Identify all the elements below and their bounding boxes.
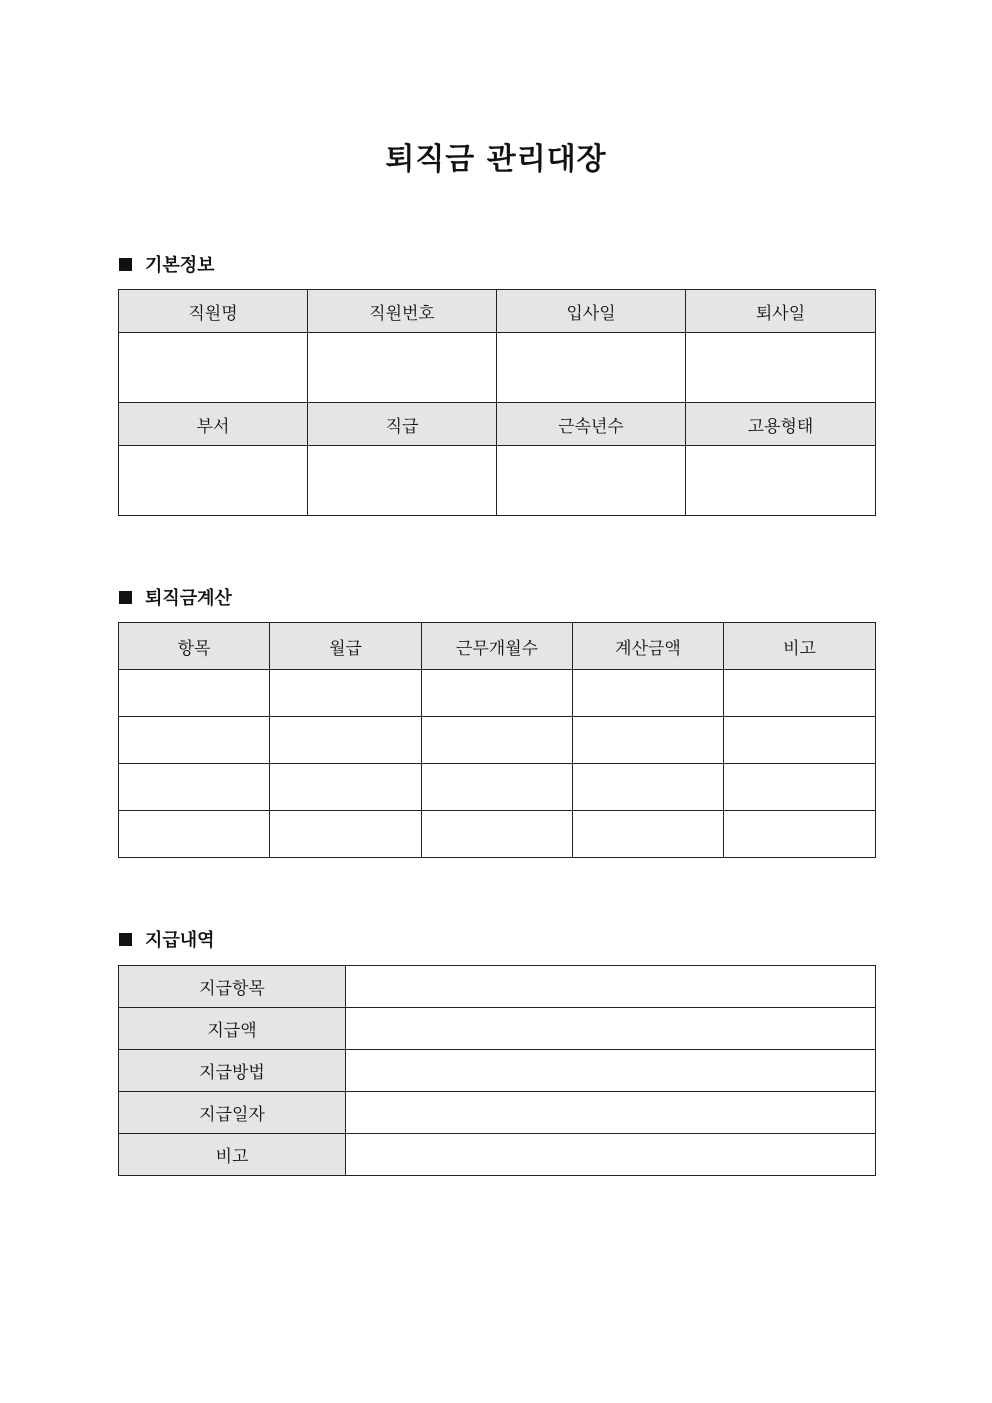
section-title: 기본정보 xyxy=(145,255,215,276)
page-title: 퇴직금 관리대장 xyxy=(385,142,607,177)
monthly-salary-cell[interactable] xyxy=(270,717,422,764)
header-cell-months-worked: 근무개월수 xyxy=(422,623,573,670)
header-cell-employee-name: 직원명 xyxy=(119,290,308,333)
header-cell-item: 항목 xyxy=(119,623,270,670)
monthly-salary-cell[interactable] xyxy=(270,764,422,811)
label-payment-date: 지급일자 xyxy=(119,1092,346,1134)
payment-item-field[interactable] xyxy=(346,966,876,1008)
months-worked-cell[interactable] xyxy=(422,670,573,717)
square-bullet-icon xyxy=(119,933,132,946)
square-bullet-icon xyxy=(119,258,132,271)
remarks-cell[interactable] xyxy=(724,764,876,811)
header-cell-calculated-amount: 계산금액 xyxy=(573,623,724,670)
header-cell-department: 부서 xyxy=(119,403,308,446)
employment-type-field[interactable] xyxy=(686,446,876,516)
table-row xyxy=(119,966,876,1008)
section-heading-payment xyxy=(119,926,215,952)
section-title: 퇴직금계산 xyxy=(145,588,232,609)
square-bullet-icon xyxy=(119,591,132,604)
header-cell-monthly-salary: 월급 xyxy=(270,623,422,670)
employee-number-field[interactable] xyxy=(308,333,497,403)
months-worked-cell[interactable] xyxy=(422,717,573,764)
item-cell[interactable] xyxy=(119,811,270,858)
remarks-cell[interactable] xyxy=(724,717,876,764)
monthly-salary-cell[interactable] xyxy=(270,811,422,858)
label-payment-amount: 지급액 xyxy=(119,1008,346,1050)
header-cell-employment-type: 고용형태 xyxy=(686,403,876,446)
header-cell-employee-number: 직원번호 xyxy=(308,290,497,333)
remarks-field[interactable] xyxy=(346,1134,876,1176)
calculated-amount-cell[interactable] xyxy=(573,717,724,764)
months-worked-cell[interactable] xyxy=(422,764,573,811)
months-worked-cell[interactable] xyxy=(422,811,573,858)
label-remarks: 비고 xyxy=(119,1134,346,1176)
calculated-amount-cell[interactable] xyxy=(573,811,724,858)
header-cell-remarks: 비고 xyxy=(724,623,876,670)
table-row xyxy=(119,1008,876,1050)
department-field[interactable] xyxy=(119,446,308,516)
table-header-row xyxy=(119,403,876,446)
header-cell-hire-date: 입사일 xyxy=(497,290,686,333)
item-cell[interactable] xyxy=(119,717,270,764)
calculated-amount-cell[interactable] xyxy=(573,670,724,717)
basic-info-table xyxy=(118,289,876,516)
calculated-amount-cell[interactable] xyxy=(573,764,724,811)
table-row xyxy=(119,670,876,717)
remarks-cell[interactable] xyxy=(724,811,876,858)
payment-details-table xyxy=(118,965,876,1176)
hire-date-field[interactable] xyxy=(497,333,686,403)
table-row xyxy=(119,333,876,403)
remarks-cell[interactable] xyxy=(724,670,876,717)
table-header-row xyxy=(119,623,876,670)
severance-calculation-table xyxy=(118,622,876,858)
table-row xyxy=(119,1050,876,1092)
section-title: 지급내역 xyxy=(145,930,215,951)
payment-amount-field[interactable] xyxy=(346,1008,876,1050)
table-row xyxy=(119,717,876,764)
label-payment-method: 지급방법 xyxy=(119,1050,346,1092)
table-header-row xyxy=(119,290,876,333)
header-cell-years-of-service: 근속년수 xyxy=(497,403,686,446)
payment-date-field[interactable] xyxy=(346,1092,876,1134)
header-cell-position: 직급 xyxy=(308,403,497,446)
leave-date-field[interactable] xyxy=(686,333,876,403)
label-payment-item: 지급항목 xyxy=(119,966,346,1008)
employee-name-field[interactable] xyxy=(119,333,308,403)
table-row xyxy=(119,1092,876,1134)
table-row xyxy=(119,446,876,516)
years-of-service-field[interactable] xyxy=(497,446,686,516)
table-row xyxy=(119,1134,876,1176)
header-cell-leave-date: 퇴사일 xyxy=(686,290,876,333)
position-field[interactable] xyxy=(308,446,497,516)
item-cell[interactable] xyxy=(119,670,270,717)
table-row xyxy=(119,764,876,811)
section-heading-basic-info xyxy=(119,251,215,277)
table-row xyxy=(119,811,876,858)
item-cell[interactable] xyxy=(119,764,270,811)
section-heading-calculation xyxy=(119,584,232,610)
monthly-salary-cell[interactable] xyxy=(270,670,422,717)
payment-method-field[interactable] xyxy=(346,1050,876,1092)
